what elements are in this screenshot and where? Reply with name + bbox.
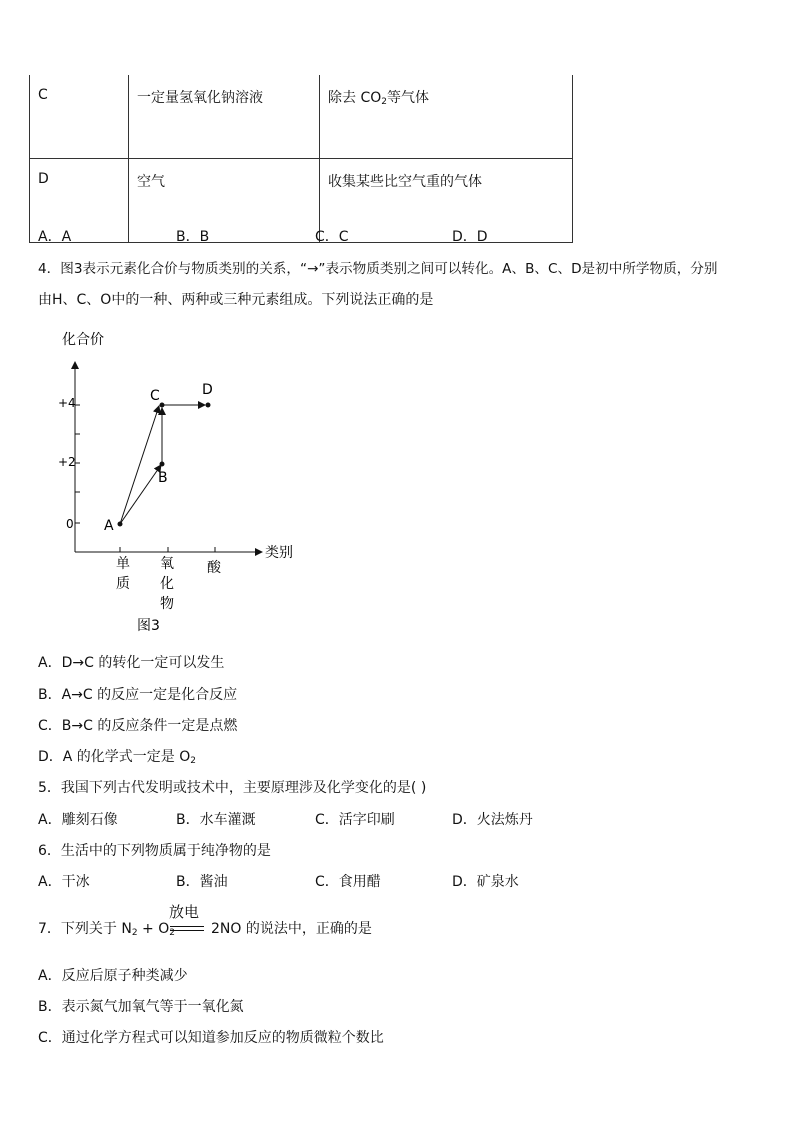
- subscript: 2: [169, 928, 175, 938]
- q5-option-a: A．雕刻石像: [38, 812, 118, 828]
- cell-text: 收集某些比空气重的气体: [328, 174, 482, 190]
- cell-text: 等气体: [386, 90, 429, 106]
- q3-option-c: C．C: [315, 229, 349, 245]
- subscript: 2: [381, 97, 387, 107]
- subscript: 2: [190, 756, 197, 766]
- q7-option-b: B．表示氮气加氧气等于一氧化氮: [38, 999, 244, 1015]
- q7-product: 2NO 的说法中，正确的是: [211, 921, 372, 937]
- q6-option-b: B．酱油: [176, 874, 228, 890]
- table-cell: 空气: [129, 159, 320, 243]
- x-axis-title: 类别: [265, 545, 293, 561]
- y-tick-label: 0: [66, 517, 74, 531]
- valence-category-figure: [0, 320, 320, 640]
- option-text: D．A 的化学式一定是 O: [38, 749, 191, 765]
- reaction-condition: 放电: [169, 903, 200, 921]
- equals-sign: [170, 925, 206, 933]
- arrow-a-to-b: [120, 465, 161, 524]
- q6-option-c: C．食用醋: [315, 874, 381, 890]
- q6-option-d: D．矿泉水: [452, 874, 519, 890]
- point-label-d: D: [202, 382, 213, 398]
- q7-option-a: A．反应后原子种类减少: [38, 968, 188, 984]
- x-category-label: 物: [160, 596, 174, 612]
- x-category-label: 酸: [207, 560, 221, 576]
- y-axis-title: 化合价: [62, 332, 104, 348]
- point-label-a: A: [104, 518, 114, 534]
- subscript: 2: [131, 928, 138, 938]
- table-cell: 一定量氢氧化钠溶液: [129, 75, 320, 159]
- q4-option-a: A．D→C 的转化一定可以发生: [38, 655, 225, 671]
- q5-option-d: D．火法炼丹: [452, 812, 533, 828]
- y-tick-label: +4: [58, 396, 76, 410]
- point-label-c: C: [150, 388, 160, 404]
- cell-text: 除去 CO: [328, 90, 382, 106]
- arrow-a-to-c: [120, 406, 159, 524]
- table-cell: [320, 159, 573, 243]
- q3-option-a: A．A: [38, 229, 72, 245]
- point-b: [160, 462, 165, 467]
- q4-stem-line2: 由H、C、O中的一种、两种或三种元素组成。下列说法正确的是: [38, 292, 434, 308]
- q4-stem-line1: 4．图3表示元素化合价与物质类别的关系，“→”表示物质类别之间可以转化。A、B、C、D是初中所学物质，分别: [38, 261, 718, 277]
- q5-option-b: B．水车灌溉: [176, 812, 256, 828]
- point-label-b: B: [158, 470, 168, 486]
- apparatus-table: [29, 75, 573, 243]
- q6-stem: 6．生活中的下列物质属于纯净物的是: [38, 843, 271, 859]
- q3-option-d: D．D: [452, 229, 488, 245]
- q5-stem: 5．我国下列古代发明或技术中，主要原理涉及化学变化的是( ): [38, 780, 427, 796]
- q7-stem: [38, 920, 175, 942]
- x-category-label: 化: [160, 576, 174, 592]
- q4-option-d: [38, 748, 196, 770]
- stem-text: + O: [137, 921, 170, 937]
- q7-option-c: C．通过化学方程式可以知道参加反应的物质微粒个数比: [38, 1030, 384, 1046]
- table-cell: D: [30, 159, 129, 243]
- x-category-label: 质: [116, 576, 130, 592]
- table-cell: [320, 75, 573, 159]
- q6-option-a: A．干冰: [38, 874, 90, 890]
- y-tick-label: +2: [58, 455, 76, 469]
- table-cell: C: [30, 75, 129, 159]
- q4-option-c: C．B→C 的反应条件一定是点燃: [38, 718, 238, 734]
- point-c: [160, 403, 165, 408]
- table-row: [30, 159, 573, 243]
- x-category-label: 氧: [160, 556, 174, 572]
- point-d: [206, 403, 211, 408]
- stem-text: 7．下列关于 N: [38, 921, 132, 937]
- figure-caption: 图3: [137, 618, 160, 634]
- q5-option-c: C．活字印刷: [315, 812, 395, 828]
- x-category-label: 单: [116, 556, 130, 572]
- point-a: [118, 522, 123, 527]
- table-row: [30, 75, 573, 159]
- q3-option-b: B．B: [176, 229, 210, 245]
- q4-option-b: B．A→C 的反应一定是化合反应: [38, 687, 238, 703]
